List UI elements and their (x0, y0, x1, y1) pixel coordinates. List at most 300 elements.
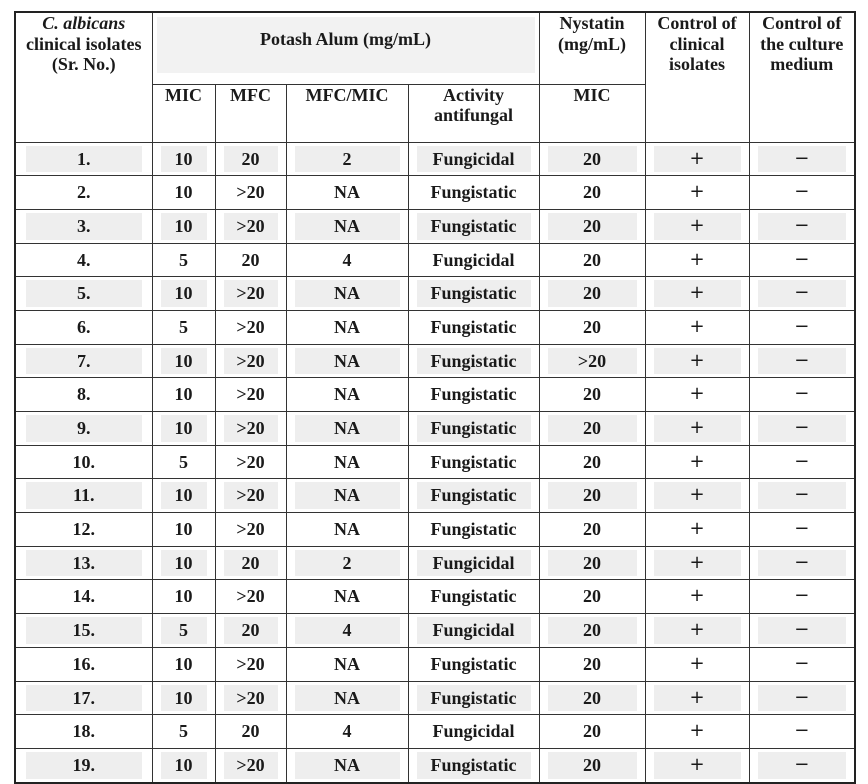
cell-control-medium-value: − (794, 248, 810, 270)
cell-control-medium (749, 647, 855, 681)
table-body (15, 142, 855, 783)
cell-mic-value: 5 (161, 617, 207, 644)
cell-sr-no-value: 17. (26, 685, 142, 712)
cell-nystatin-mic-value: >20 (548, 348, 637, 375)
cell-activity (408, 445, 539, 479)
cell-sr-no-value: 19. (26, 752, 142, 779)
cell-activity (408, 142, 539, 176)
table-row (15, 277, 855, 311)
cell-mfc (215, 310, 286, 344)
table-row (15, 344, 855, 378)
cell-activity-value: Fungistatic (417, 685, 531, 712)
cell-control-isolates-value: + (689, 383, 705, 405)
cell-mfc-mic-value: NA (334, 586, 360, 607)
header-potash-alum (152, 12, 539, 84)
cell-activity-value: Fungistatic (430, 653, 517, 674)
cell-nystatin-mic (539, 748, 645, 782)
cell-mfc-value: >20 (236, 384, 265, 405)
table-row (15, 243, 855, 277)
cell-control-isolates-value: + (689, 450, 705, 472)
cell-activity-value: Fungistatic (417, 213, 531, 240)
cell-nystatin-mic (539, 715, 645, 749)
cell-mfc (215, 445, 286, 479)
cell-sr-no-value: 5. (26, 280, 142, 307)
cell-control-isolates (645, 445, 749, 479)
cell-nystatin-mic (539, 209, 645, 243)
cell-mic-value: 5 (179, 316, 188, 337)
cell-nystatin-mic (539, 647, 645, 681)
cell-sr-no (15, 479, 152, 513)
cell-sr-no-value: 3. (26, 213, 142, 240)
cell-activity-value: Fungicidal (417, 617, 531, 644)
cell-sr-no (15, 310, 152, 344)
cell-mic-value: 10 (161, 348, 207, 375)
cell-mic (152, 310, 215, 344)
cell-control-medium (749, 748, 855, 782)
cell-control-medium (749, 681, 855, 715)
cell-control-medium-value: − (758, 617, 847, 644)
cell-nystatin-mic-value: 20 (548, 752, 637, 779)
cell-sr-no-value: 11. (26, 482, 142, 509)
cell-mic-value: 10 (161, 146, 207, 173)
cell-mic (152, 479, 215, 513)
cell-mfc (215, 546, 286, 580)
cell-activity (408, 513, 539, 547)
cell-mfc-mic (286, 513, 408, 547)
cell-mic-value: 10 (174, 653, 193, 674)
cell-nystatin-mic (539, 580, 645, 614)
cell-sr-no-value: 9. (26, 415, 142, 442)
cell-control-isolates (645, 614, 749, 648)
table-row (15, 614, 855, 648)
cell-control-medium (749, 580, 855, 614)
cell-mfc-value: 20 (224, 550, 278, 577)
cell-mfc-mic-value: NA (334, 316, 360, 337)
cell-sr-no (15, 378, 152, 412)
cell-activity (408, 412, 539, 446)
cell-control-medium (749, 546, 855, 580)
cell-nystatin-mic-value: 20 (583, 249, 601, 270)
cell-mfc-value: 20 (224, 617, 278, 644)
cell-mic-value: 10 (161, 280, 207, 307)
table-row (15, 479, 855, 513)
cell-control-medium-value: − (794, 518, 810, 540)
cell-sr-no (15, 243, 152, 277)
cell-mfc-value: >20 (224, 415, 278, 442)
cell-mfc (215, 681, 286, 715)
cell-control-isolates (645, 243, 749, 277)
cell-activity (408, 277, 539, 311)
cell-nystatin-mic (539, 513, 645, 547)
cell-mfc-mic (286, 580, 408, 614)
cell-mfc-mic (286, 209, 408, 243)
cell-mfc (215, 176, 286, 210)
cell-mic-value: 10 (174, 519, 193, 540)
table-row (15, 715, 855, 749)
cell-mic-value: 5 (179, 249, 188, 270)
cell-mic (152, 142, 215, 176)
cell-sr-no-value: 4. (77, 249, 91, 270)
cell-control-medium-value: − (794, 181, 810, 203)
cell-mic (152, 344, 215, 378)
table-row (15, 142, 855, 176)
cell-activity-value: Fungistatic (430, 316, 517, 337)
header-mic: MIC (152, 84, 215, 142)
cell-control-medium (749, 310, 855, 344)
cell-control-isolates-value: + (689, 720, 705, 742)
cell-control-isolates (645, 479, 749, 513)
cell-sr-no (15, 142, 152, 176)
cell-mfc-mic-value: 2 (295, 550, 400, 577)
cell-control-medium (749, 445, 855, 479)
header-activity: Activity antifungal (408, 84, 539, 142)
cell-nystatin-mic-value: 20 (548, 146, 637, 173)
cell-control-medium-value: − (758, 348, 847, 375)
cell-control-isolates-value: + (654, 280, 741, 307)
cell-mfc-mic-value: NA (295, 415, 400, 442)
mic-results-table (14, 11, 856, 784)
cell-control-medium-value: − (794, 720, 810, 742)
cell-control-medium-value: − (794, 315, 810, 337)
cell-nystatin-mic (539, 142, 645, 176)
cell-mic (152, 209, 215, 243)
cell-mic (152, 176, 215, 210)
cell-mfc-mic-value: NA (334, 182, 360, 203)
cell-control-isolates-value: + (689, 315, 705, 337)
cell-mfc-mic (286, 445, 408, 479)
cell-mfc-value: >20 (224, 280, 278, 307)
cell-mfc-mic-value: NA (334, 384, 360, 405)
cell-activity (408, 715, 539, 749)
header-isolates-label: clinical isolates (Sr. No.) (26, 33, 142, 75)
cell-control-isolates (645, 546, 749, 580)
cell-mfc (215, 209, 286, 243)
cell-mfc-mic (286, 681, 408, 715)
cell-control-isolates (645, 647, 749, 681)
cell-nystatin-mic (539, 176, 645, 210)
cell-activity-value: Fungistatic (430, 451, 517, 472)
cell-control-isolates-value: + (654, 685, 741, 712)
cell-mic (152, 243, 215, 277)
cell-activity (408, 647, 539, 681)
cell-mic-value: 5 (179, 451, 188, 472)
cell-control-isolates (645, 580, 749, 614)
cell-sr-no-value: 8. (77, 384, 91, 405)
table-row (15, 647, 855, 681)
cell-nystatin-mic-value: 20 (583, 451, 601, 472)
cell-control-medium-value: − (758, 482, 847, 509)
cell-mfc (215, 513, 286, 547)
cell-mfc-mic (286, 310, 408, 344)
cell-sr-no (15, 277, 152, 311)
cell-control-medium (749, 176, 855, 210)
cell-control-medium (749, 209, 855, 243)
cell-activity-value: Fungistatic (417, 348, 531, 375)
cell-sr-no-value: 7. (26, 348, 142, 375)
cell-control-isolates (645, 310, 749, 344)
cell-nystatin-mic (539, 378, 645, 412)
cell-nystatin-mic (539, 412, 645, 446)
cell-sr-no (15, 580, 152, 614)
header-nystatin: Nystatin (mg/mL) (539, 12, 645, 84)
cell-control-medium (749, 277, 855, 311)
table-row (15, 445, 855, 479)
cell-control-medium (749, 378, 855, 412)
cell-sr-no-value: 1. (26, 146, 142, 173)
cell-mfc-value: 20 (241, 721, 260, 742)
cell-mfc-mic (286, 142, 408, 176)
cell-mfc-value: >20 (236, 586, 265, 607)
cell-activity-value: Fungistatic (430, 586, 517, 607)
cell-mic-value: 10 (161, 482, 207, 509)
table-row (15, 748, 855, 782)
cell-mfc-mic (286, 243, 408, 277)
cell-mic (152, 614, 215, 648)
cell-control-isolates (645, 344, 749, 378)
cell-nystatin-mic (539, 277, 645, 311)
cell-mic-value: 10 (161, 550, 207, 577)
cell-mfc-mic-value: NA (334, 519, 360, 540)
cell-mfc (215, 748, 286, 782)
cell-activity-value: Fungicidal (417, 146, 531, 173)
cell-control-medium-value: − (758, 685, 847, 712)
cell-sr-no (15, 715, 152, 749)
cell-control-medium (749, 142, 855, 176)
cell-mic (152, 546, 215, 580)
cell-nystatin-mic-value: 20 (583, 519, 601, 540)
cell-mic-value: 5 (179, 721, 188, 742)
cell-nystatin-mic-value: 20 (548, 213, 637, 240)
table-row (15, 176, 855, 210)
cell-control-medium-value: − (758, 146, 847, 173)
cell-activity (408, 209, 539, 243)
cell-control-isolates (645, 378, 749, 412)
cell-mfc-value: >20 (236, 519, 265, 540)
cell-sr-no-value: 12. (72, 519, 95, 540)
table-row (15, 681, 855, 715)
cell-sr-no (15, 647, 152, 681)
cell-control-isolates-value: + (689, 652, 705, 674)
cell-mfc (215, 344, 286, 378)
cell-sr-no-value: 14. (72, 586, 95, 607)
cell-mfc-mic (286, 176, 408, 210)
cell-mfc-mic-value: 2 (295, 146, 400, 173)
cell-sr-no (15, 412, 152, 446)
header-mfc-mic: MFC/MIC (286, 84, 408, 142)
cell-control-isolates (645, 176, 749, 210)
cell-sr-no (15, 748, 152, 782)
cell-mfc (215, 412, 286, 446)
cell-mic-value: 10 (161, 685, 207, 712)
cell-mic (152, 681, 215, 715)
cell-mfc-mic (286, 748, 408, 782)
cell-mfc-mic-value: NA (295, 752, 400, 779)
table-row (15, 209, 855, 243)
cell-activity-value: Fungistatic (430, 384, 517, 405)
cell-nystatin-mic-value: 20 (548, 617, 637, 644)
cell-mic-value: 10 (174, 586, 193, 607)
header-isolates-species: C. albicans (42, 13, 126, 33)
cell-nystatin-mic-value: 20 (583, 316, 601, 337)
cell-control-medium (749, 344, 855, 378)
cell-mic-value: 10 (161, 213, 207, 240)
cell-mic (152, 715, 215, 749)
cell-nystatin-mic (539, 445, 645, 479)
cell-activity (408, 378, 539, 412)
cell-control-isolates (645, 209, 749, 243)
header-mfc: MFC (215, 84, 286, 142)
cell-sr-no-value: 6. (77, 316, 91, 337)
cell-mfc-value: >20 (236, 316, 265, 337)
cell-mic-value: 10 (161, 752, 207, 779)
cell-mic (152, 748, 215, 782)
table-row (15, 580, 855, 614)
cell-nystatin-mic (539, 614, 645, 648)
cell-nystatin-mic-value: 20 (548, 550, 637, 577)
cell-mic (152, 378, 215, 412)
cell-mfc-value: >20 (224, 482, 278, 509)
cell-mic (152, 445, 215, 479)
cell-control-medium (749, 715, 855, 749)
cell-mfc-value: 20 (241, 249, 260, 270)
cell-sr-no (15, 445, 152, 479)
cell-activity-value: Fungicidal (432, 721, 515, 742)
cell-mfc-mic (286, 546, 408, 580)
cell-sr-no (15, 513, 152, 547)
cell-control-isolates-value: + (689, 518, 705, 540)
cell-mic (152, 513, 215, 547)
header-control-medium: Control of the culture medium (749, 12, 855, 142)
cell-activity-value: Fungistatic (417, 752, 531, 779)
cell-control-medium-value: − (794, 383, 810, 405)
cell-mfc-value: >20 (224, 348, 278, 375)
cell-nystatin-mic-value: 20 (548, 685, 637, 712)
cell-mfc-mic-value: NA (295, 348, 400, 375)
cell-mfc-value: 20 (224, 146, 278, 173)
cell-nystatin-mic (539, 310, 645, 344)
cell-control-medium-value: − (758, 415, 847, 442)
cell-control-isolates-value: + (689, 585, 705, 607)
cell-mfc-value: >20 (236, 653, 265, 674)
table-row (15, 310, 855, 344)
cell-control-medium (749, 513, 855, 547)
cell-activity (408, 479, 539, 513)
cell-mfc-mic (286, 378, 408, 412)
cell-nystatin-mic (539, 546, 645, 580)
cell-activity (408, 310, 539, 344)
cell-nystatin-mic-value: 20 (583, 586, 601, 607)
cell-control-isolates-value: + (654, 482, 741, 509)
cell-activity (408, 614, 539, 648)
cell-sr-no (15, 546, 152, 580)
cell-mfc-value: >20 (224, 685, 278, 712)
cell-control-isolates (645, 142, 749, 176)
cell-control-isolates (645, 277, 749, 311)
cell-control-medium-value: − (758, 280, 847, 307)
cell-activity-value: Fungistatic (430, 182, 517, 203)
cell-nystatin-mic-value: 20 (548, 415, 637, 442)
cell-control-medium (749, 243, 855, 277)
cell-nystatin-mic-value: 20 (583, 182, 601, 203)
cell-mfc (215, 647, 286, 681)
cell-activity-value: Fungistatic (430, 519, 517, 540)
cell-control-isolates-value: + (689, 181, 705, 203)
cell-mfc (215, 715, 286, 749)
cell-mfc (215, 614, 286, 648)
cell-mfc-mic-value: NA (334, 451, 360, 472)
cell-mfc-mic-value: NA (295, 482, 400, 509)
cell-sr-no-value: 2. (77, 182, 91, 203)
cell-nystatin-mic-value: 20 (583, 721, 601, 742)
cell-mic (152, 647, 215, 681)
cell-activity-value: Fungistatic (417, 482, 531, 509)
header-control-isolates: Control of clinical isolates (645, 12, 749, 142)
cell-mfc-mic-value: NA (334, 653, 360, 674)
cell-mfc-value: >20 (224, 752, 278, 779)
cell-sr-no-value: 18. (72, 721, 95, 742)
cell-control-medium-value: − (758, 752, 847, 779)
cell-mfc (215, 142, 286, 176)
cell-mfc-mic (286, 479, 408, 513)
cell-control-medium-value: − (794, 585, 810, 607)
cell-mfc (215, 243, 286, 277)
cell-sr-no-value: 16. (72, 653, 95, 674)
cell-control-isolates (645, 715, 749, 749)
cell-mfc-mic-value: 4 (342, 249, 352, 270)
cell-control-isolates-value: + (689, 248, 705, 270)
cell-mfc-mic (286, 647, 408, 681)
cell-control-isolates (645, 513, 749, 547)
cell-nystatin-mic-value: 20 (548, 280, 637, 307)
cell-control-isolates (645, 748, 749, 782)
cell-activity (408, 176, 539, 210)
cell-mfc-mic (286, 412, 408, 446)
cell-sr-no-value: 10. (72, 451, 95, 472)
cell-nystatin-mic-value: 20 (548, 482, 637, 509)
cell-activity-value: Fungistatic (417, 415, 531, 442)
cell-control-isolates-value: + (654, 550, 741, 577)
cell-control-isolates-value: + (654, 617, 741, 644)
table-row (15, 546, 855, 580)
header-potash-alum-label: Potash Alum (mg/mL) (157, 17, 535, 73)
cell-control-isolates-value: + (654, 146, 741, 173)
header-nystatin-mic: MIC (539, 84, 645, 142)
cell-mfc (215, 378, 286, 412)
cell-control-isolates (645, 412, 749, 446)
header-isolates (15, 12, 152, 142)
cell-activity (408, 748, 539, 782)
cell-mfc-mic-value: 4 (342, 721, 352, 742)
cell-mic (152, 412, 215, 446)
cell-control-medium-value: − (758, 213, 847, 240)
cell-control-isolates-value: + (654, 415, 741, 442)
cell-sr-no-value: 13. (26, 550, 142, 577)
cell-activity (408, 243, 539, 277)
cell-activity-value: Fungicidal (417, 550, 531, 577)
cell-mfc-mic (286, 614, 408, 648)
cell-activity-value: Fungistatic (417, 280, 531, 307)
cell-control-medium (749, 614, 855, 648)
cell-control-isolates (645, 681, 749, 715)
cell-mfc-mic-value: NA (295, 280, 400, 307)
cell-sr-no-value: 15. (26, 617, 142, 644)
cell-control-isolates-value: + (654, 213, 741, 240)
cell-mfc-mic (286, 344, 408, 378)
cell-mic-value: 10 (174, 182, 193, 203)
cell-control-medium-value: − (794, 652, 810, 674)
cell-mfc-mic (286, 277, 408, 311)
cell-nystatin-mic (539, 243, 645, 277)
